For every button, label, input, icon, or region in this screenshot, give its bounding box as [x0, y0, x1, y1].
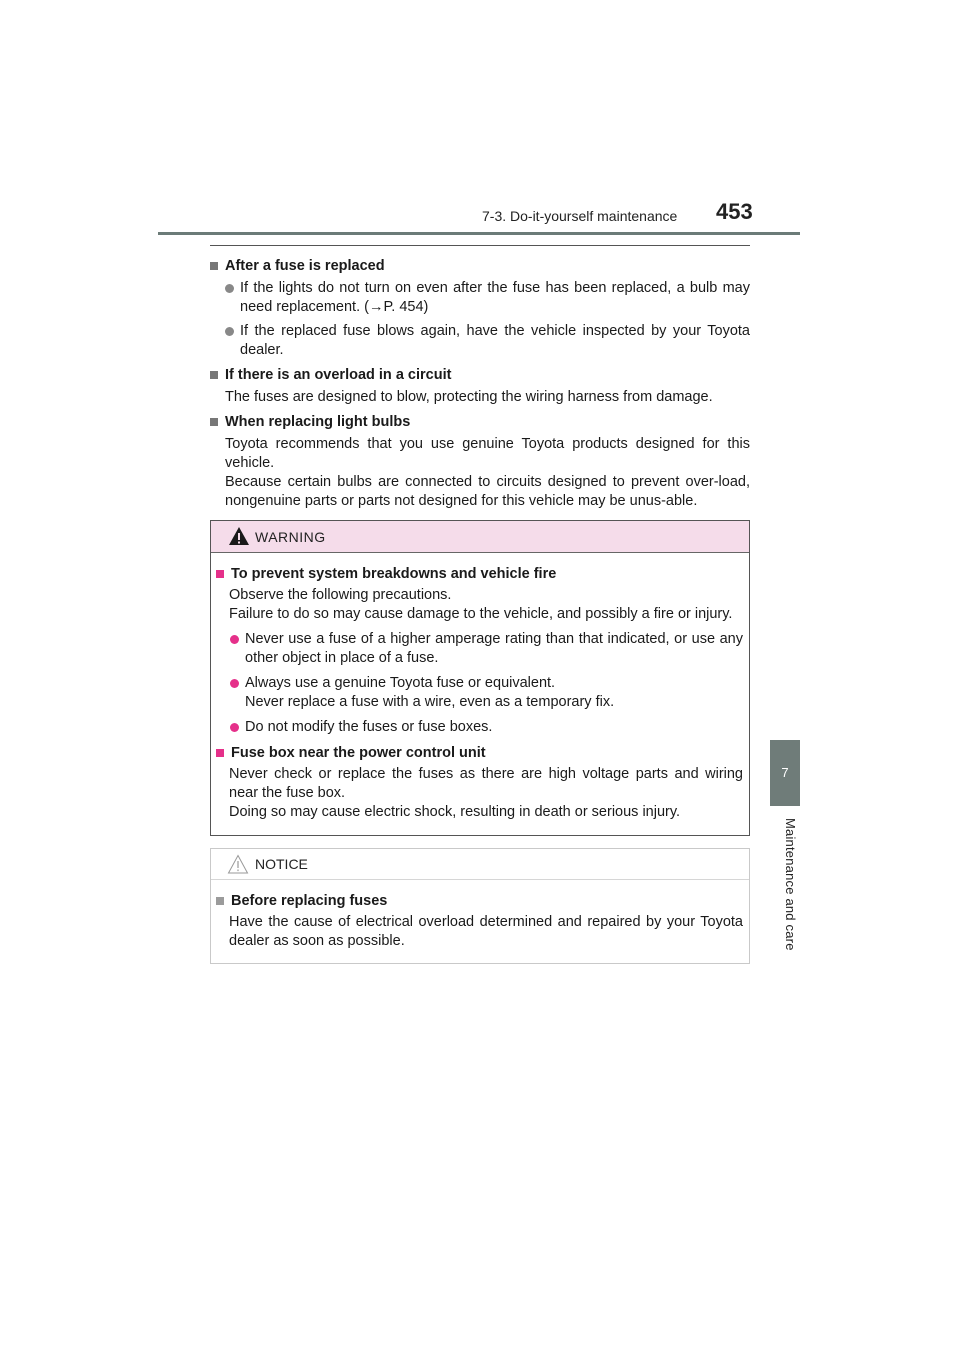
chapter-tab[interactable]: 7 — [770, 740, 800, 806]
section-heading: After a fuse is replaced — [210, 256, 750, 276]
list-item: If the lights do not turn on even after the fuse has been replaced, a bulb may need replacement. (→P. 454) — [210, 279, 750, 317]
main-content — [210, 245, 750, 516]
square-bullet-icon — [216, 897, 224, 905]
square-bullet-icon — [210, 418, 218, 426]
warning-body — [211, 553, 749, 822]
section-title: 7-3. Do-it-yourself maintenance — [482, 208, 678, 224]
warning-title: WARNING — [255, 529, 326, 545]
paragraph: Doing so may cause electric shock, resulting in death or serious injury. — [229, 804, 681, 820]
section-heading: Before replacing fuses — [216, 891, 743, 911]
warning-triangle-icon — [228, 526, 250, 546]
circle-bullet-icon — [225, 284, 234, 293]
list-item: Do not modify the fuses or fuse boxes. — [216, 718, 743, 737]
circle-bullet-icon — [230, 723, 239, 732]
warning-box — [210, 520, 750, 836]
paragraph: Failure to do so may cause damage to the vehicle, and possibly a fire or injury. — [229, 606, 733, 622]
square-bullet-icon — [210, 371, 218, 379]
paragraph: Because certain bulbs are connected to circuits designed to prevent over-load, nongenuine parts or parts not designed for this vehicle may be unus-able. — [225, 474, 750, 509]
notice-box — [210, 848, 750, 964]
circle-bullet-icon — [230, 635, 239, 644]
square-bullet-icon — [216, 570, 224, 578]
notice-triangle-icon — [227, 854, 249, 874]
notice-header — [211, 849, 749, 880]
page-number: 453 — [716, 199, 753, 224]
list-item: If the replaced fuse blows again, have the vehicle inspected by your Toyota dealer. — [210, 322, 750, 360]
page-header — [0, 0, 960, 240]
square-bullet-icon — [210, 262, 218, 270]
list-item-continuation: Never replace a fuse with a wire, even as a temporary fix. — [245, 694, 615, 710]
list-item: Always use a genuine Toyota fuse or equivalent. — [216, 674, 743, 693]
header-rule — [158, 232, 800, 235]
paragraph: The fuses are designed to blow, protecting the wiring harness from damage. — [225, 389, 713, 405]
paragraph: Observe the following precautions. — [229, 587, 452, 603]
circle-bullet-icon — [225, 327, 234, 336]
section-heading: If there is an overload in a circuit — [210, 365, 750, 385]
chapter-label: Maintenance and care — [783, 818, 798, 951]
circle-bullet-icon — [230, 679, 239, 688]
section-heading: Fuse box near the power control unit — [216, 743, 743, 763]
content-rule — [210, 245, 750, 246]
warning-header — [211, 521, 749, 553]
list-item: Never use a fuse of a higher amperage rating than that indicated, or use any other object in place of a fuse. — [216, 630, 743, 668]
paragraph: Toyota recommends that you use genuine Toyota products designed for this vehicle. — [225, 436, 750, 471]
paragraph: Have the cause of electrical overload determined and repaired by your Toyota dealer as soon as possible. — [229, 914, 743, 949]
paragraph: Never check or replace the fuses as there are high voltage parts and wiring near the fuse box. — [229, 766, 743, 801]
notice-body — [211, 880, 749, 951]
section-heading: To prevent system breakdowns and vehicle fire — [216, 564, 743, 584]
section-heading: When replacing light bulbs — [210, 412, 750, 432]
notice-title: NOTICE — [255, 856, 308, 872]
square-bullet-icon — [216, 749, 224, 757]
